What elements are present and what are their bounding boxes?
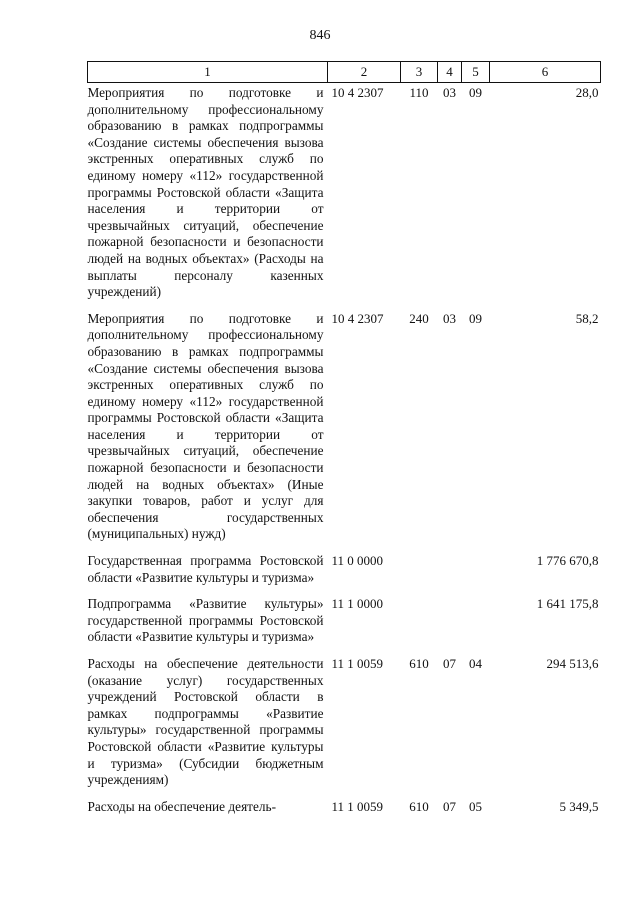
row-name: Расходы на обеспечение деятель-: [87, 798, 277, 814]
table-row: [88, 551, 601, 594]
row-target-article: 11 0 0000: [331, 553, 384, 569]
row-section: 07: [443, 798, 456, 814]
row-expense-type: [401, 551, 438, 594]
page-number: 846: [309, 28, 331, 43]
row-expense-type: [401, 594, 438, 654]
table-header-row: [88, 62, 601, 83]
header-col-2: 2: [328, 62, 401, 83]
row-subsection: 09: [469, 310, 482, 326]
row-section: [438, 594, 462, 654]
header-col-4: 4: [438, 62, 462, 83]
row-name: Мероприятия по подготовке и дополнительному профессиональному образованию в рамках подпрограммы «Создание системы обеспечения вызова экстренных оперативных служб по единому номеру «112» государственной программы Ростовской области «Защита населения и территории от чрезвычайных ситуаций, обеспечение пожарной безопасности и безопасности людей на водных объектах» (Расходы на выплаты персоналу казенных учреждений): [87, 85, 324, 300]
row-amount: 5 349,5: [559, 798, 599, 814]
row-section: 07: [443, 656, 456, 671]
row-amount: 58,2: [575, 310, 599, 326]
row-subsection: [462, 594, 490, 654]
row-target-article: 11 1 0059: [331, 656, 384, 671]
row-section: 03: [443, 85, 456, 100]
row-target-article: 10 4 2307: [331, 85, 384, 100]
header-col-3: 3: [401, 62, 438, 83]
row-amount: 294 513,6: [546, 656, 599, 671]
row-amount: 1 641 175,8: [536, 596, 599, 612]
row-target-article: 11 1 0000: [331, 596, 384, 612]
header-col-6: 6: [490, 62, 601, 83]
budget-table: [87, 61, 601, 823]
table-row: [88, 83, 601, 309]
row-expense-type: 610: [409, 798, 429, 814]
row-expense-type: 610: [409, 656, 429, 671]
row-subsection: [462, 551, 490, 594]
row-subsection: 04: [469, 656, 482, 671]
table-row: [88, 309, 601, 551]
row-expense-type: 110: [409, 85, 429, 100]
row-section: [438, 551, 462, 594]
table-row: [88, 654, 601, 797]
row-name: Государственная программа Ростовской области «Развитие культуры и туризма»: [87, 553, 324, 585]
row-expense-type: 240: [409, 310, 429, 326]
row-name: Расходы на обеспечение деятельности (оказание услуг) государственных учреждений Ростовской области в рамках подпрограммы «Развитие культуры» государственной программы Ростовской области «Развитие культуры и туризма» (Субсидии бюджетным учреждениям): [87, 656, 324, 788]
row-target-article: 11 1 0059: [331, 798, 384, 814]
row-subsection: 09: [469, 85, 482, 100]
row-section: 03: [443, 310, 456, 326]
row-amount: 1 776 670,8: [536, 553, 599, 569]
header-col-1: 1: [88, 62, 328, 83]
header-col-5: 5: [462, 62, 490, 83]
row-subsection: 05: [469, 798, 482, 814]
row-target-article: 10 4 2307: [331, 310, 384, 326]
row-name: Мероприятия по подготовке и дополнительному профессиональному образованию в рамках подпрограммы «Создание системы обеспечения вызова экстренных оперативных служб по единому номеру «112» государственной программы Ростовской области «Защита населения и территории от чрезвычайных ситуаций, обеспечение пожарной безопасности и безопасности людей на водных объектах» (Иные закупки товаров, работ и услуг для обеспечения государственных (муниципальных) нужд): [87, 310, 324, 542]
table-row: [88, 797, 601, 824]
row-name: Подпрограмма «Развитие культуры» государственной программы Ростовской области «Развитие культуры и туризма»: [87, 596, 324, 645]
row-amount: 28,0: [575, 85, 599, 100]
table-row: [88, 594, 601, 654]
